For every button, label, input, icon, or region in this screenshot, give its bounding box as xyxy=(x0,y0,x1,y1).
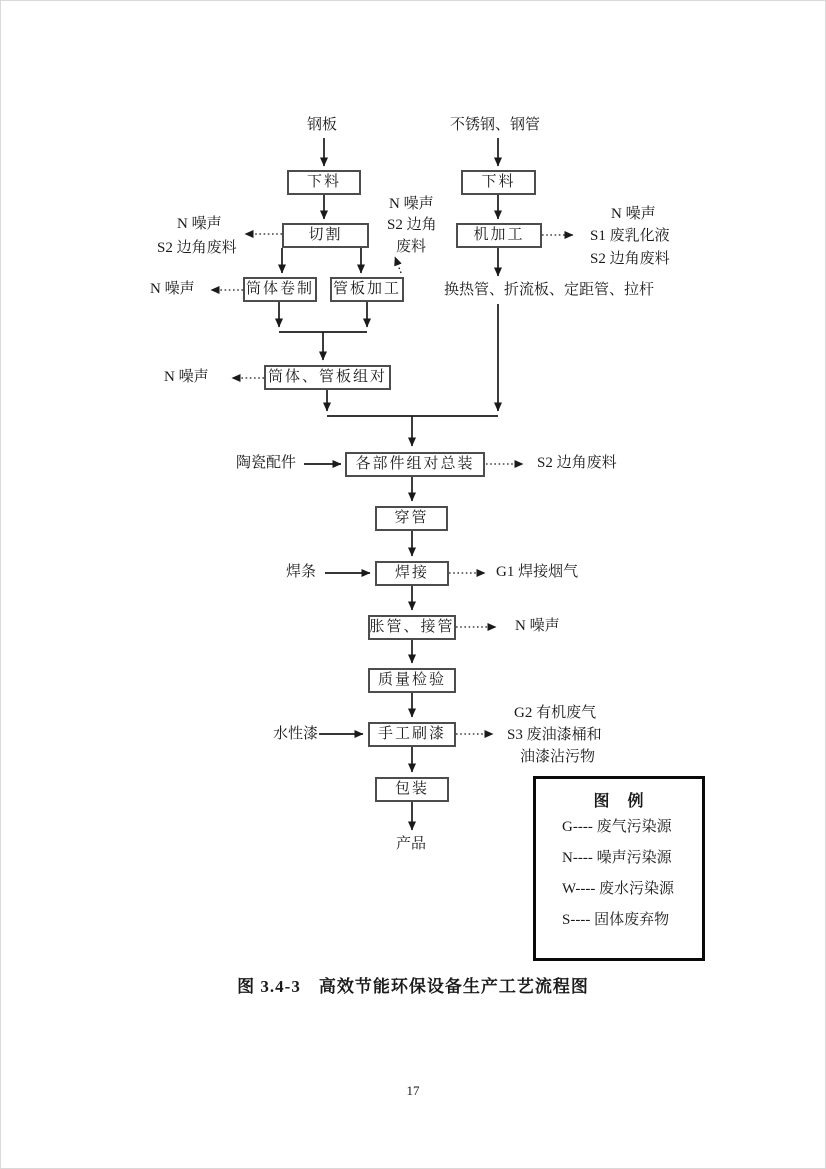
material-ceramic-parts: 陶瓷配件 xyxy=(236,455,297,471)
node-tube-expanding: 胀管、接管 xyxy=(368,615,456,640)
page-number: 17 xyxy=(406,1083,420,1098)
emission-tubesheet-noise: N 噪声 xyxy=(389,196,434,212)
label-product: 产品 xyxy=(396,836,427,852)
node-machining: 机加工 xyxy=(456,223,542,248)
emission-pairing-noise: N 噪声 xyxy=(164,369,209,385)
legend-item-noise: N---- 噪声污染源 xyxy=(562,850,672,866)
material-steel-plate: 钢板 xyxy=(307,117,338,133)
emission-machining-emulsion: S1 废乳化液 xyxy=(590,228,670,244)
material-stainless-pipe: 不锈钢、钢管 xyxy=(450,117,541,133)
emission-tubesheet-scrap-line2: 废料 xyxy=(396,239,427,255)
emission-painting-bucket: S3 废油漆桶和 xyxy=(507,727,602,743)
legend-item-gas: G---- 废气污染源 xyxy=(562,819,672,835)
node-shell-tubesheet-pairing: 筒体、管板组对 xyxy=(264,365,391,390)
dotted-emission-arrows xyxy=(211,234,573,734)
label-machined-parts: 换热管、折流板、定距管、拉杆 xyxy=(444,282,655,298)
emission-cutting-noise: N 噪声 xyxy=(177,216,222,232)
legend-item-wastewater: W---- 废水污染源 xyxy=(562,881,675,897)
node-tube-threading: 穿管 xyxy=(375,506,448,531)
node-packing: 包装 xyxy=(375,777,449,802)
material-water-paint: 水性漆 xyxy=(273,726,319,742)
legend-box xyxy=(533,776,705,961)
emission-assembly-scrap: S2 边角废料 xyxy=(537,455,617,471)
node-welding: 焊接 xyxy=(375,561,449,586)
emission-machining-scrap: S2 边角废料 xyxy=(590,251,670,267)
emission-painting-gas: G2 有机废气 xyxy=(514,705,597,721)
emission-machining-noise: N 噪声 xyxy=(611,206,656,222)
emission-shell-rolling-noise: N 噪声 xyxy=(150,281,195,297)
node-hand-painting: 手工刷漆 xyxy=(368,722,456,747)
node-shell-rolling: 筒体卷制 xyxy=(243,277,317,302)
emission-expanding-noise: N 噪声 xyxy=(515,618,560,634)
node-blanking-right: 下料 xyxy=(461,170,536,195)
node-blanking-left: 下料 xyxy=(287,170,361,195)
figure-caption: 图 3.4-3 高效节能环保设备生产工艺流程图 xyxy=(237,977,589,996)
emission-cutting-scrap: S2 边角废料 xyxy=(157,240,237,256)
material-welding-rod: 焊条 xyxy=(286,564,317,580)
node-cutting: 切割 xyxy=(282,223,369,248)
emission-tubesheet-scrap-line1: S2 边角 xyxy=(387,217,437,233)
emission-welding-fume: G1 焊接烟气 xyxy=(496,564,579,580)
legend-title: 图 例 xyxy=(593,793,645,810)
legend-item-solid-waste: S---- 固体废弃物 xyxy=(562,912,670,928)
node-general-assembly: 各部件组对总装 xyxy=(345,452,485,477)
emission-painting-waste: 油漆沾污物 xyxy=(520,749,596,765)
node-quality-inspection: 质量检验 xyxy=(368,668,456,693)
node-tubesheet-processing: 管板加工 xyxy=(330,277,404,302)
